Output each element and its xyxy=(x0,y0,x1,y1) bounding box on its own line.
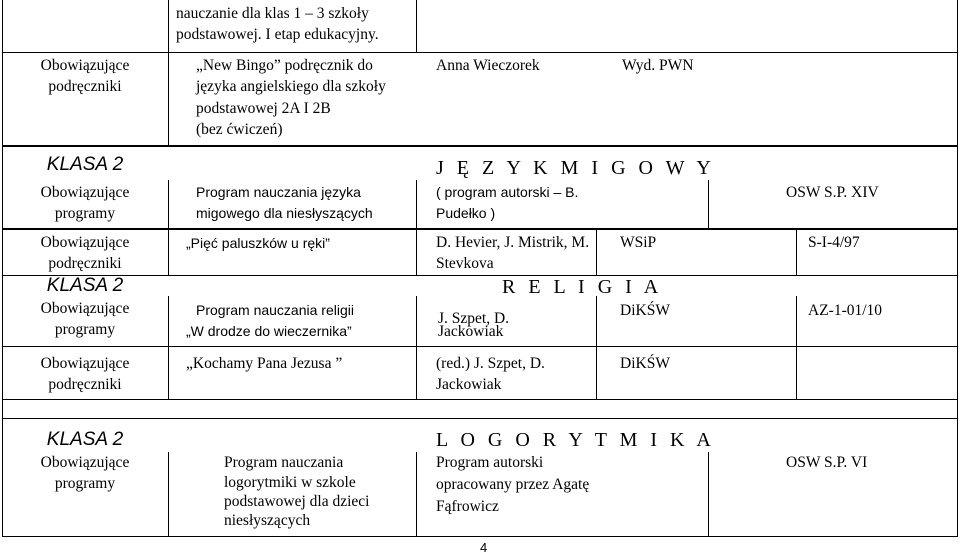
subject-heading: J Ę Z Y K M I G O W Y xyxy=(436,157,715,179)
publisher-cell: DiKŚW xyxy=(620,355,670,372)
approval-number: OSW S.P. XIV xyxy=(786,184,879,201)
row-label: Obowiązujące xyxy=(40,234,130,251)
book-title-line: języka angielskiego dla szkoły xyxy=(196,78,386,95)
author-cell: Pudełko ) xyxy=(436,205,496,221)
author-cell: Fąfrowicz xyxy=(436,498,499,515)
row-label: programy xyxy=(54,321,116,338)
author-cell: D. Hevier, J. Mistrik, M. xyxy=(436,234,590,251)
program-title-line: Program nauczania religii xyxy=(196,302,354,318)
program-line: nauczanie dla klas 1 – 3 szkoły xyxy=(176,5,369,22)
program-title-line: logorytmiki w szkole xyxy=(224,474,356,491)
author-cell: opracowany przez Agatę xyxy=(436,476,590,493)
author-cell: (red.) J. Szpet, D. xyxy=(436,355,545,372)
row-label: Obowiązujące xyxy=(40,57,130,74)
author-cell: Jackowiak xyxy=(438,323,504,340)
book-title-line: „Pięć paluszków u ręki” xyxy=(186,235,330,251)
book-title-line: „Kochamy Pana Jezusa ” xyxy=(186,355,343,372)
author-cell: Stevkova xyxy=(436,255,494,272)
author-cell: Jackowiak xyxy=(436,376,502,393)
program-title-line: niesłyszących xyxy=(224,512,311,529)
subject-heading: R E L I G I A xyxy=(502,276,663,298)
row-label: Obowiązujące xyxy=(40,300,130,317)
row-label: Obowiązujące xyxy=(40,454,130,471)
program-title-line: Program nauczania języka xyxy=(196,184,361,200)
row-label: Obowiązujące xyxy=(40,355,130,372)
book-title-line: (bez ćwiczeń) xyxy=(196,121,283,138)
publisher-cell: WSiP xyxy=(620,234,657,251)
program-title-line: podstawowej dla dzieci xyxy=(224,493,370,510)
author-cell: Program autorski xyxy=(436,454,544,471)
row-label: podręczniki xyxy=(48,255,122,272)
author-cell: ( program autorski – B. xyxy=(436,184,579,200)
class-heading: KLASA 2 xyxy=(46,429,124,450)
row-label: podręczniki xyxy=(48,376,122,393)
subject-heading: L O G O R Y T M I K A xyxy=(436,429,715,451)
row-label: programy xyxy=(54,475,116,492)
publisher-cell: Wyd. PWN xyxy=(622,57,694,74)
approval-number: AZ-1-01/10 xyxy=(808,302,883,319)
class-heading: KLASA 2 xyxy=(46,275,124,296)
author-cell: J. Szpet, D. xyxy=(438,310,510,327)
row-label: programy xyxy=(54,205,116,222)
author-cell: Anna Wieczorek xyxy=(436,57,540,74)
row-label: podręczniki xyxy=(48,78,122,95)
publisher-cell: DiKŚW xyxy=(620,302,670,319)
approval-number: OSW S.P. VI xyxy=(786,454,868,471)
page-number: 4 xyxy=(480,540,488,555)
program-title-line: „W drodze do wieczernika” xyxy=(186,323,352,339)
class-heading: KLASA 2 xyxy=(46,154,124,175)
program-title-line: migowego dla niesłyszących xyxy=(196,205,373,221)
book-title-line: podstawowej 2A I 2B xyxy=(196,100,331,117)
book-title-line: „New Bingo” podręcznik do xyxy=(196,57,373,74)
approval-number: S-I-4/97 xyxy=(808,234,860,251)
program-line: podstawowej. I etap edukacyjny. xyxy=(176,26,379,43)
program-title-line: Program nauczania xyxy=(224,454,344,471)
row-label: Obowiązujące xyxy=(40,184,130,201)
